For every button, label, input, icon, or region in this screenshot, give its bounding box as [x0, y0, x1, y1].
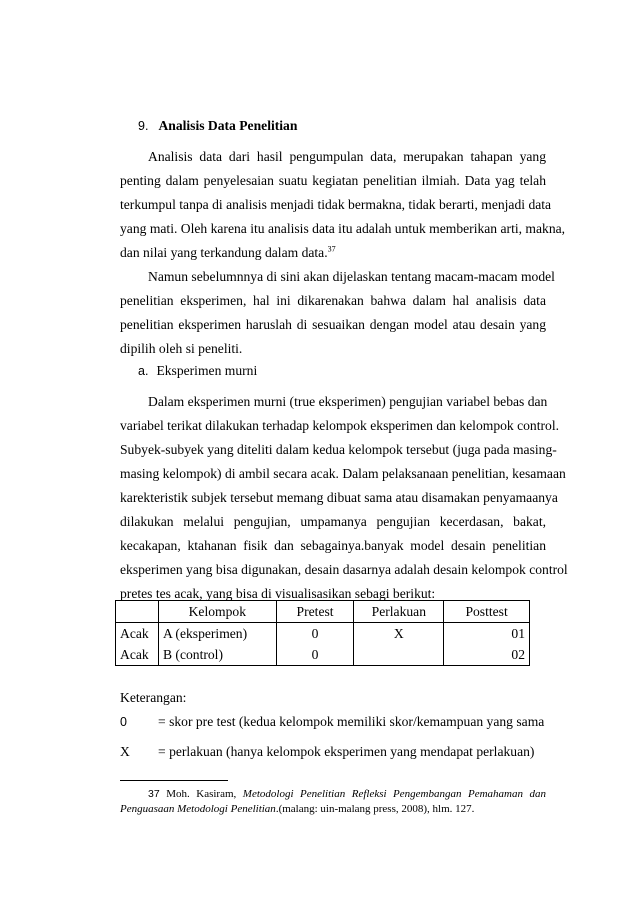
footnote-author: Moh. Kasiram,: [166, 788, 237, 800]
paragraph-line: penelitian eksperimen haruslah di sesuaikan dengan model atau desain yang: [120, 317, 546, 332]
paragraph-line: dipilih oleh si peneliti.: [120, 341, 243, 356]
table-cell: 0: [276, 623, 354, 645]
table-header-row: [116, 601, 530, 623]
section-title: Analisis Data Penelitian: [158, 118, 298, 133]
paragraph-line: karekteristik subjek tersebut memang dibuat sama atau disamakan penyamaanya: [120, 490, 558, 505]
table-cell: 0: [276, 644, 354, 666]
legend-item: [120, 744, 534, 760]
paragraph-line: penelitian eksperimen, hal ini dikarenakan bahwa dalam hal analisis data: [120, 293, 546, 308]
paragraph-line: kecakapan, ktahanan fisik dan sebagainya.banyak model desain penelitian: [120, 538, 546, 553]
paragraph-line: Analisis data dari hasil pengumpulan data, merupakan tahapan yang: [148, 149, 546, 164]
table-cell: Acak: [116, 623, 159, 645]
footnote-line: [148, 787, 546, 802]
paragraph-line: Namun sebelumnnya di sini akan dijelaskan tentang macam-macam model: [148, 269, 555, 284]
table-header-cell: Perlakuan: [354, 601, 444, 623]
paragraph-line: eksperimen yang bisa digunakan, desain dasarnya adalah desain kelompok control: [120, 562, 568, 577]
legend-symbol: 0: [120, 715, 127, 729]
paragraph-line: Subyek-subyek yang diteliti dalam kedua kelompok tersebut (juga pada masing-: [120, 442, 557, 457]
legend-label: Keterangan:: [120, 690, 187, 705]
paragraph-line: penting dalam penyelesaian suatu kegiatan penelitian ilmiah. Data yag telah: [120, 173, 546, 188]
legend-text: = skor pre test (kedua kelompok memiliki skor/kemampuan yang sama: [158, 714, 545, 729]
table-cell: X: [354, 623, 444, 645]
table-row: [116, 623, 530, 645]
footnote-title: Penguasaan Metodologi Penelitian: [120, 803, 276, 815]
footnote-divider: [120, 780, 228, 781]
design-table: [115, 600, 530, 666]
table-cell: B (control): [158, 644, 276, 666]
table-header-cell: Pretest: [276, 601, 354, 623]
footnote-title: Metodologi Penelitian Refleksi Pengembangan Pemahaman dan: [242, 788, 547, 800]
paragraph-line: pretes tes acak, yang bisa di visualisasikan sebagi berikut:: [120, 586, 436, 601]
paragraph-line: yang mati. Oleh karena itu analisis data itu adalah untuk memberikan arti, makna,: [120, 221, 566, 236]
footnote-number: 37: [148, 788, 160, 800]
subsection-marker: a.: [138, 364, 149, 378]
paragraph-line: terkumpul tanpa di analisis menjadi tidak bermakna, tidak berarti, menjadi data: [120, 197, 552, 212]
paragraph-line: Dalam eksperimen murni (true eksperimen) pengujian variabel bebas dan: [148, 394, 548, 409]
legend-symbol: X: [120, 744, 130, 759]
table-cell: Acak: [116, 644, 159, 666]
table-header-cell: Posttest: [444, 601, 530, 623]
table-header-cell: Kelompok: [158, 601, 276, 623]
paragraph-line: masing kelompok) di ambil secara acak. Dalam pelaksanaan penelitian, kesamaan: [120, 466, 566, 481]
section-heading: [138, 118, 297, 134]
table-cell: A (eksperimen): [158, 623, 276, 645]
table-cell: 01: [444, 623, 530, 645]
section-number: 9.: [138, 119, 149, 133]
footnote-line: [120, 802, 546, 817]
table-cell: [354, 644, 444, 666]
table-row: [116, 644, 530, 666]
table-cell: 02: [444, 644, 530, 666]
paragraph-line: dilakukan melalui pengujian, umpamanya pengujian kecerdasan, bakat,: [120, 514, 546, 529]
legend-item: [120, 714, 544, 730]
footnote-publication: .(malang: uin-malang press, 2008), hlm. 127.: [275, 803, 475, 815]
paragraph-line: dan nilai yang terkandung dalam data.$^{37}$: [120, 244, 336, 260]
subsection-heading: [138, 363, 257, 379]
legend-text: = perlakuan (hanya kelompok eksperimen yang mendapat perlakuan): [158, 744, 535, 759]
subsection-title: Eksperimen murni: [156, 363, 258, 378]
paragraph-line: variabel terikat dilakukan terhadap kelompok eksperimen dan kelompok control.: [120, 418, 560, 433]
footnote-reference: 37: [327, 244, 336, 254]
table-header-cell: [116, 601, 159, 623]
